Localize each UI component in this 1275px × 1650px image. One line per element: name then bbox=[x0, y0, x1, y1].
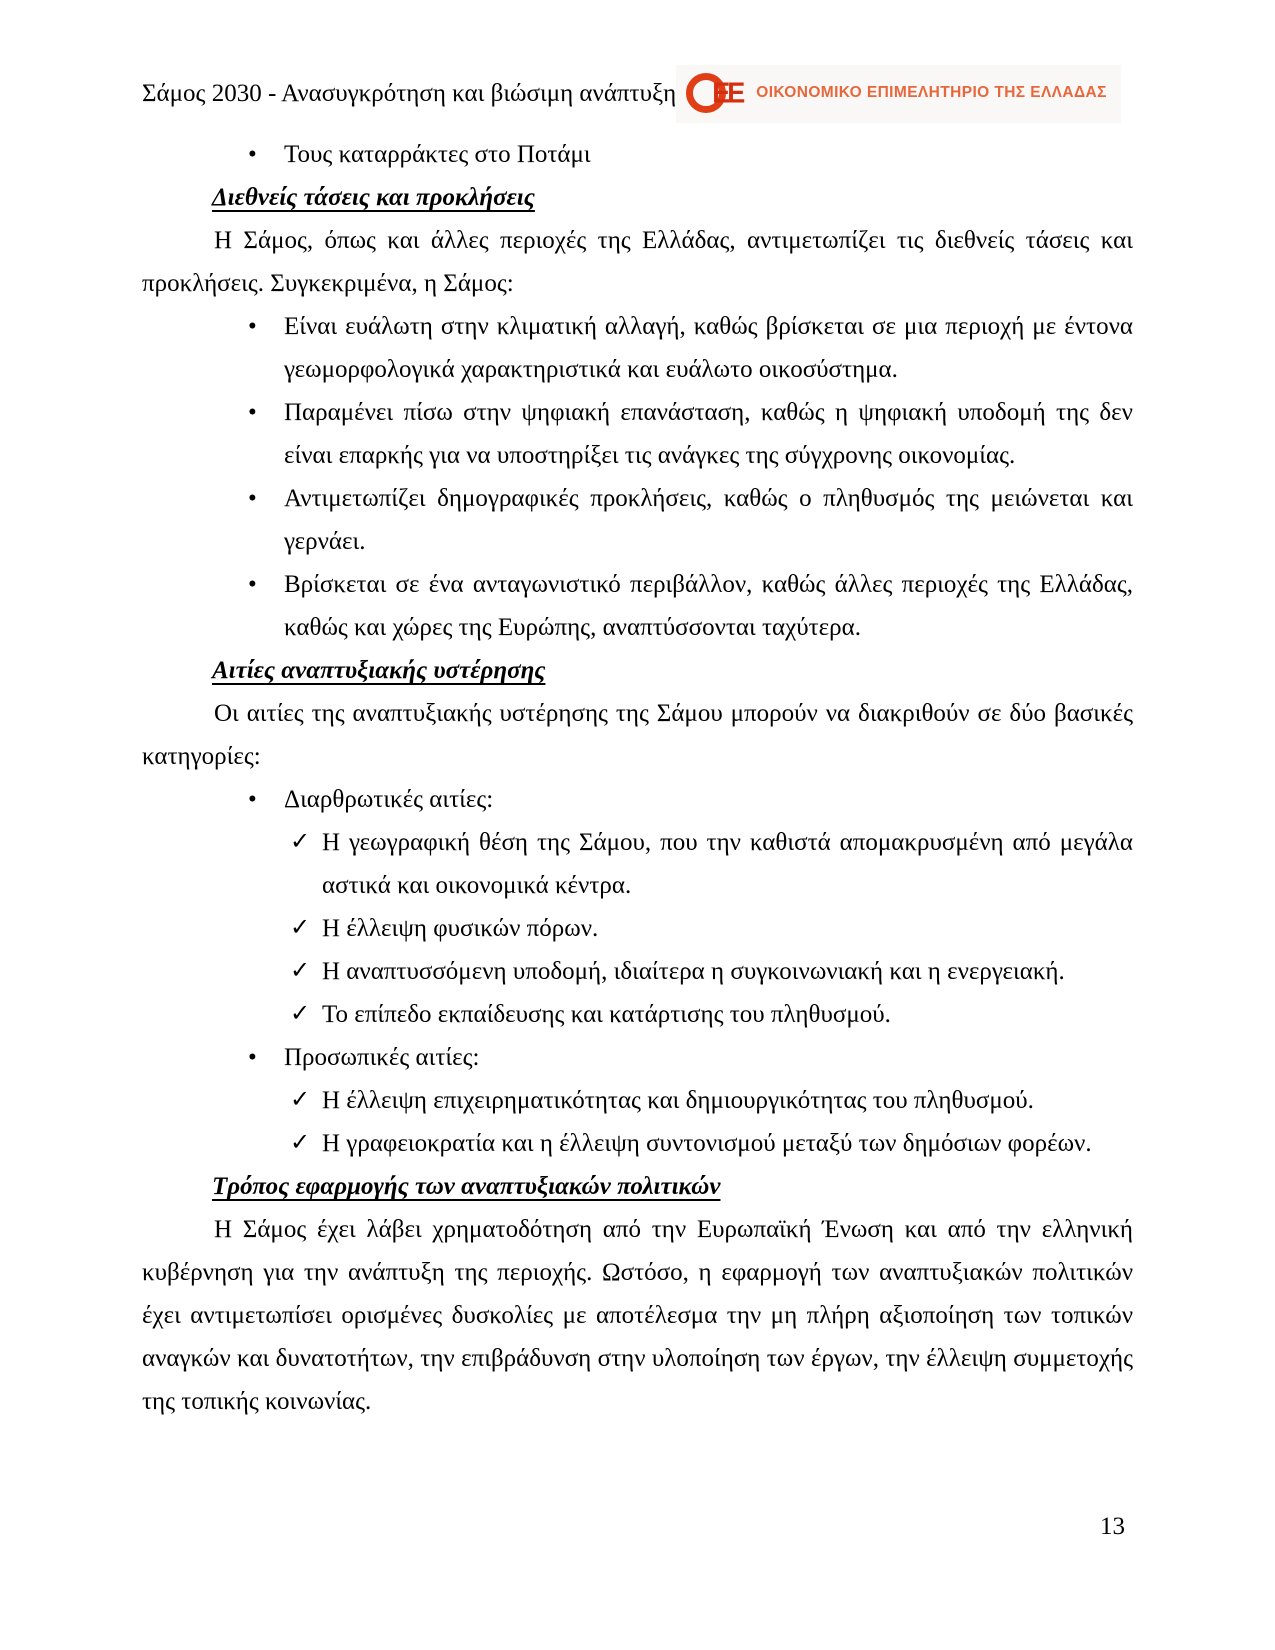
check-text: Το επίπεδο εκπαίδευσης και κατάρτισης του πληθυσμού. bbox=[322, 1001, 891, 1028]
check-icon: ✓ bbox=[290, 915, 311, 941]
oee-logo-text: ΟΙΚΟΝΟΜΙΚΟ ΕΠΙΜΕΛΗΤΗΡΙΟ ΤΗΣ ΕΛΛΑΔΑΣ bbox=[756, 84, 1107, 101]
bullet-item bbox=[142, 305, 1133, 391]
paragraph: Η Σάμος έχει λάβει χρηματοδότηση από την Ευρωπαϊκή Ένωση και από την ελληνική κυβέρνηση για την ανάπτυξη της περιοχής. Ωστόσο, η εφαρμογή των αναπτυξιακών πολιτικών έχει αντιμετωπίσει ορισμένες δυσκολίες με αποτέλεσμα την μη πλήρη αξιοποίηση των τοπικών αναγκών και δυνατοτήτων, την επιβράδυνση στην υλοποίηση των έργων, την έλλειψη συμμετοχής της τοπικής κοινωνίας. bbox=[142, 1216, 1133, 1415]
bullet-item bbox=[142, 1036, 1133, 1079]
header-title: Σάμος 2030 - Ανασυγκρότηση και βιώσιμη ανάπτυξη bbox=[142, 80, 677, 107]
bullet-icon: • bbox=[248, 313, 257, 340]
page-header bbox=[142, 66, 1133, 122]
bullet-text: Διαρθρωτικές αιτίες: bbox=[284, 786, 494, 813]
check-text: Η γεωγραφική θέση της Σάμου, που την καθιστά απομακρυσμένη από μεγάλα αστικά και οικονομικά κέντρα. bbox=[322, 829, 1133, 899]
section-heading-international-trends: Διεθνείς τάσεις και προκλήσεις bbox=[212, 184, 535, 211]
check-icon: ✓ bbox=[290, 958, 311, 984]
bullet-item bbox=[142, 133, 1133, 176]
check-icon: ✓ bbox=[290, 829, 311, 855]
paragraph: Οι αιτίες της αναπτυξιακής υστέρησης της Σάμου μπορούν να διακριθούν σε δύο βασικές κατηγορίες: bbox=[142, 700, 1133, 770]
bullet-text: Παραμένει πίσω στην ψηφιακή επανάσταση, καθώς η ψηφιακή υποδομή της δεν είναι επαρκής για να υποστηρίξει τις ανάγκες της σύγχρονης οικονομίας. bbox=[284, 399, 1133, 469]
check-icon: ✓ bbox=[290, 1130, 311, 1156]
page-number: 13 bbox=[1100, 1513, 1125, 1540]
paragraph: Η Σάμος, όπως και άλλες περιοχές της Ελλάδας, αντιμετωπίζει τις διεθνείς τάσεις και προκλήσεις. Συγκεκριμένα, η Σάμος: bbox=[142, 227, 1133, 297]
oee-logo-icon bbox=[686, 73, 742, 113]
check-item bbox=[142, 907, 1133, 950]
check-item bbox=[142, 950, 1133, 993]
check-item bbox=[142, 1122, 1133, 1165]
bullet-item bbox=[142, 477, 1133, 563]
check-item bbox=[142, 821, 1133, 907]
bullet-item bbox=[142, 563, 1133, 649]
oee-logo bbox=[676, 65, 1121, 123]
oee-ee-letters: EE bbox=[712, 76, 743, 109]
bullet-text: Αντιμετωπίζει δημογραφικές προκλήσεις, καθώς ο πληθυσμός της μειώνεται και γερνάει. bbox=[284, 485, 1133, 555]
bullet-icon: • bbox=[248, 571, 257, 598]
check-text: Η έλλειψη επιχειρηματικότητας και δημιουργικότητας του πληθυσμού. bbox=[322, 1087, 1034, 1114]
bullet-text: Τους καταρράκτες στο Ποτάμι bbox=[284, 141, 591, 168]
bullet-icon: • bbox=[248, 1044, 257, 1071]
check-text: Η έλλειψη φυσικών πόρων. bbox=[322, 915, 599, 942]
check-icon: ✓ bbox=[290, 1001, 311, 1027]
bullet-text: Βρίσκεται σε ένα ανταγωνιστικό περιβάλλον, καθώς άλλες περιοχές της Ελλάδας, καθώς και χώρες της Ευρώπης, αναπτύσσονται ταχύτερα. bbox=[284, 571, 1133, 641]
bullet-icon: • bbox=[248, 399, 257, 426]
bullet-text: Είναι ευάλωτη στην κλιματική αλλαγή, καθώς βρίσκεται σε μια περιοχή με έντονα γεωμορφολογικά χαρακτηριστικά και ευάλωτο οικοσύστημα. bbox=[284, 313, 1133, 383]
check-item bbox=[142, 1079, 1133, 1122]
section-heading-policy-implementation: Τρόπος εφαρμογής των αναπτυξιακών πολιτικών bbox=[212, 1173, 721, 1200]
bullet-text: Προσωπικές αιτίες: bbox=[284, 1044, 480, 1071]
bullet-icon: • bbox=[248, 141, 257, 168]
bullet-item bbox=[142, 391, 1133, 477]
check-item bbox=[142, 993, 1133, 1036]
bullet-icon: • bbox=[248, 485, 257, 512]
bullet-icon: • bbox=[248, 786, 257, 813]
section-heading-causes-of-lag: Αιτίες αναπτυξιακής υστέρησης bbox=[212, 657, 546, 684]
check-text: Η γραφειοκρατία και η έλλειψη συντονισμού μεταξύ των δημόσιων φορέων. bbox=[322, 1130, 1092, 1157]
document-body bbox=[142, 133, 1133, 1423]
check-icon: ✓ bbox=[290, 1087, 311, 1113]
bullet-item bbox=[142, 778, 1133, 821]
check-text: Η αναπτυσσόμενη υποδομή, ιδιαίτερα η συγκοινωνιακή και η ενεργειακή. bbox=[322, 958, 1065, 985]
